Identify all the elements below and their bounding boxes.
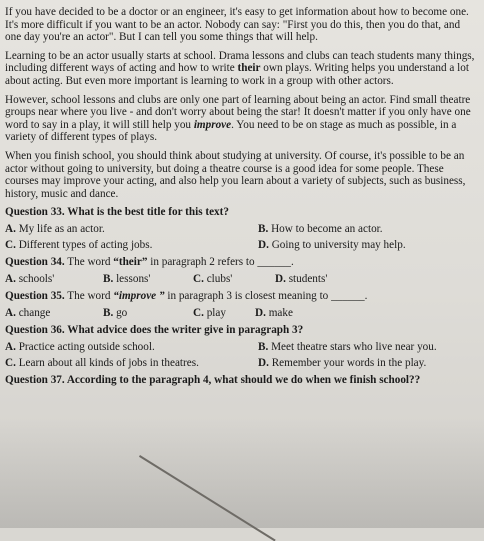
option-34-b[interactable]: B. lessons' xyxy=(103,272,151,285)
option-36-a[interactable]: A. Practice acting outside school. xyxy=(5,341,155,354)
question-36: Question 36. What advice does the writer give in paragraph 3? xyxy=(5,324,304,337)
option-36-d[interactable]: D. Remember your words in the play. xyxy=(258,356,427,369)
option-33-d[interactable]: D. Going to university may help. xyxy=(258,238,406,251)
option-33-c[interactable]: C. Different types of acting jobs. xyxy=(5,238,153,251)
paragraph-1: If you have decided to be a doctor or an engineer, it's easy to get information about how to become one. It's more difficult if you want to be an actor. Nobody can say: "First you do this, then you do that, and one day you're an actor". But I can tell you some things that will help. xyxy=(5,6,469,44)
question-33: Question 33. What is the best title for this text? xyxy=(5,206,229,219)
question-37: Question 37. According to the paragraph 4, what should we do when we finish school?? xyxy=(5,374,421,387)
page-shadow xyxy=(0,418,484,528)
option-34-d[interactable]: D. students' xyxy=(275,272,328,285)
option-35-d[interactable]: D. make xyxy=(255,306,293,319)
bold-word-their: their xyxy=(237,62,261,75)
option-35-a[interactable]: A. change xyxy=(5,306,51,319)
question-36-options xyxy=(5,341,477,369)
option-36-c[interactable]: C. Learn about all kinds of jobs in theatres. xyxy=(5,356,199,369)
bold-word-improve: improve xyxy=(193,118,232,131)
option-35-c[interactable]: C. play xyxy=(193,306,226,319)
question-35: Question 35. The word “improve ” in paragraph 3 is closest meaning to ______. xyxy=(5,290,368,303)
paragraph-3: However, school lessons and clubs are only one part of learning about being an actor. Find small theatre groups near where you live - and don't worry about being the star! It doesn't matter if you only have one word to say in a play, it will still help you improve. You need to be on stage as much as possible, in a variety of different types of plays. xyxy=(5,93,471,144)
option-34-c[interactable]: C. clubs' xyxy=(193,272,233,285)
option-33-a[interactable]: A. My life as an actor. xyxy=(5,222,105,235)
question-35-options xyxy=(5,307,477,320)
option-33-b[interactable]: B. How to become an actor. xyxy=(258,222,383,235)
reading-worksheet xyxy=(5,6,477,391)
option-34-a[interactable]: A. schools' xyxy=(5,272,55,285)
paragraph-4: When you finish school, you should think about studying at university. Of course, it's possible to be an actor without going to university, but doing a theatre course is a good idea for some people. These courses may improve your acting, and also help you learn about a variety of subjects, such as business, history, music and dance. xyxy=(5,149,466,200)
option-35-b[interactable]: B. go xyxy=(103,306,128,319)
option-36-b[interactable]: B. Meet theatre stars who live near you. xyxy=(258,341,437,354)
question-34: Question 34. The word “their” in paragraph 2 refers to ______. xyxy=(5,256,294,269)
paragraph-2: Learning to be an actor usually starts at school. Drama lessons and clubs can teach students many things, including different ways of acting and how to write their own plays. Writing helps you understand a lot about acting. But even more important is learning to work in a group with other actors. xyxy=(5,49,475,87)
question-33-options xyxy=(5,223,477,251)
question-34-options xyxy=(5,273,477,286)
